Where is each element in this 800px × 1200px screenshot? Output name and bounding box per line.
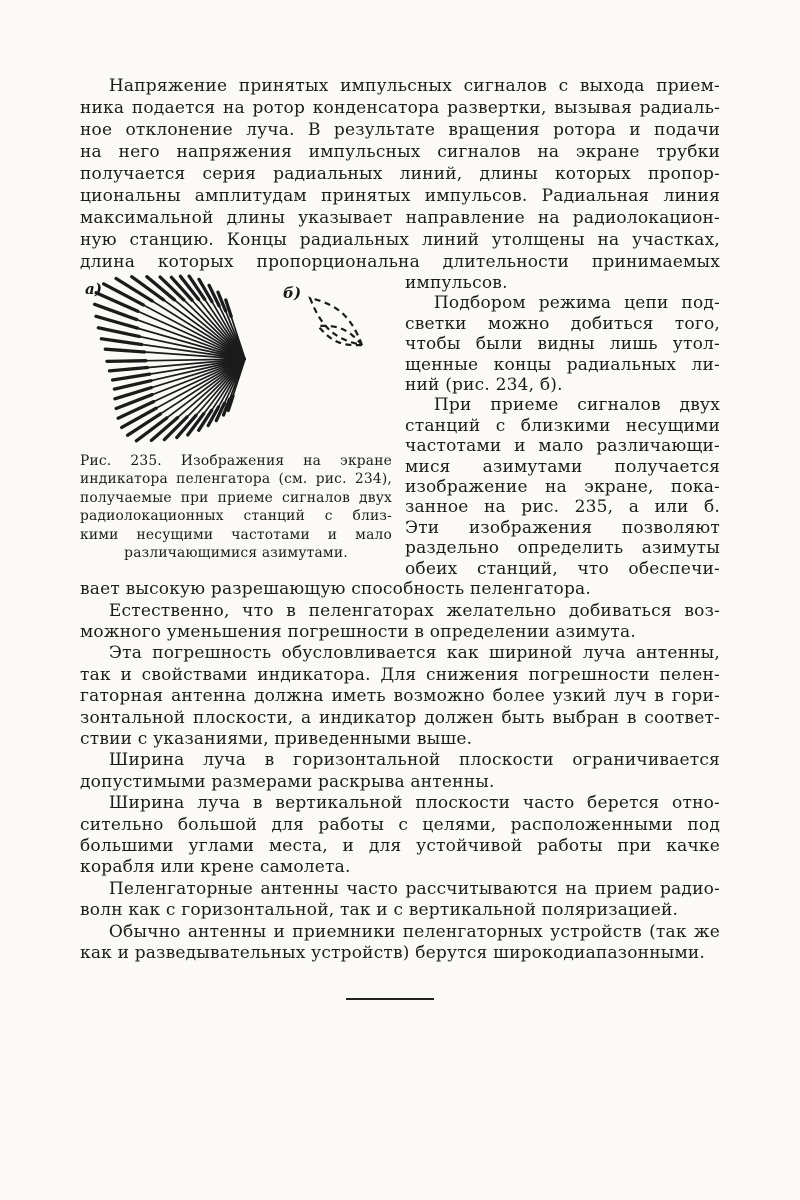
text-line: зонтальной плоскости, а индикатор должен быть выбран в соответ- — [80, 707, 720, 728]
text-line: получается серия радиальных линий, длины которых пропор- — [80, 164, 720, 184]
intro-overflow-line — [405, 273, 720, 293]
text-line: Рис. 235. Изображения на экране — [80, 453, 392, 469]
figure-illustration — [80, 273, 402, 445]
text-line: щенные концы радиальных ли- — [405, 354, 720, 375]
text-line: вает высокую разрешающую способность пеленгатора. — [80, 579, 591, 600]
paragraph-shirina-vertikal — [80, 793, 720, 879]
text-line: ствии с указаниями, приведенными выше. — [80, 728, 473, 749]
text-line: гаторная антенна должна иметь возможно более узкий луч в гори- — [80, 686, 720, 707]
text-line: волн как с горизонтальной, так и с вертикальной поляризацией. — [80, 900, 679, 921]
text-line: корабля или крене самолета. — [80, 857, 351, 878]
text-line: ний (рис. 234, б). — [405, 375, 563, 396]
text-line: изображение на экране, пока- — [405, 477, 720, 498]
text-line: частотами и мало различающи- — [405, 436, 720, 457]
text-line: обеих станций, что обеспечи- — [405, 558, 720, 579]
section-divider — [346, 998, 434, 1000]
text-line: мися азимутами получается — [405, 456, 720, 477]
text-line: радиолокационных станций с близ- — [80, 508, 392, 525]
figure-caption — [80, 452, 392, 562]
text-line: ника подается на ротор конденсатора развертки, вызывая радиаль- — [80, 98, 720, 118]
page-content — [80, 75, 720, 1000]
text-line: большими углами места, и для устойчивой работы при качке — [80, 835, 720, 856]
text-line: Обычно антенны и приемники пеленгаторных устройств (так же — [108, 921, 720, 942]
intro-paragraph — [80, 75, 720, 273]
text-line: так и свойствами индикатора. Для снижения погрешности пелен- — [80, 664, 720, 685]
paragraph-pogreshnost — [80, 643, 720, 750]
text-line: Напряжение принятых импульсных сигналов с выхода прием- — [108, 76, 720, 96]
text-line: занное на рис. 235, а или б. — [405, 497, 720, 518]
text-line: различающимися азимутами. — [124, 545, 348, 562]
text-line: индикатора пеленгатора (см. рис. 234), — [80, 471, 392, 488]
text-line: При приеме сигналов двух — [433, 395, 720, 416]
paragraph-shirokodiapazon — [80, 922, 720, 965]
text-line: можного уменьшения погрешности в определении азимута. — [80, 621, 636, 642]
text-line: допустимыми размерами раскрыва антенны. — [80, 771, 495, 792]
paragraph-continuation — [80, 579, 720, 600]
text-line: Естественно, что в пеленгаторах желательно добиваться воз- — [108, 600, 720, 621]
text-line: сительно большой для работы с целями, расположенными под — [80, 814, 720, 835]
text-line: Пеленгаторные антенны часто рассчитываются на прием радио- — [108, 878, 720, 899]
text-line: как и разведывательных устройств) берутся широкодиапазонными. — [80, 943, 706, 963]
text-line: максимальной длины указывает направление на радиолокацион- — [80, 208, 720, 228]
text-line: Эти изображения позволяют — [405, 517, 720, 538]
text-line: кими несущими частотами и мало — [80, 526, 392, 543]
paragraph-pri-prieme — [405, 395, 720, 579]
figure-235-block — [80, 273, 405, 562]
figure-part-a-label: а) — [85, 280, 103, 298]
text-line: Ширина луча в горизонтальной плоскости ограничивается — [108, 750, 720, 771]
figure-and-text-columns — [80, 273, 720, 579]
paragraph-shirina-gorizont — [80, 750, 720, 793]
paragraph-podborom — [405, 293, 720, 395]
text-line: раздельно определить азимуты — [405, 538, 720, 559]
paragraph-polyarizatsiya — [80, 879, 720, 922]
figure-drawing — [80, 273, 402, 445]
text-line: Ширина луча в вертикальной плоскости часто берется отно- — [108, 793, 720, 814]
right-text-column — [405, 273, 720, 579]
text-line: ную станцию. Концы радиальных линий утолщены на участках, — [80, 230, 720, 250]
figure-part-b-label: б) — [283, 284, 302, 302]
text-line: ное отклонение луча. В результате вращения ротора и подачи — [80, 120, 720, 140]
text-line: длина которых пропорциональна длительности принимаемых — [80, 252, 720, 272]
text-line: циональны амплитудам принятых импульсов. Радиальная линия — [80, 186, 720, 206]
text-line: Эта погрешность обусловливается как шириной луча антенны, — [108, 643, 720, 664]
text-line: получаемые при приеме сигналов двух — [80, 489, 392, 506]
text-line: светки можно добиться того, — [405, 313, 720, 334]
paragraph-estestvenno — [80, 601, 720, 644]
text-line: чтобы были видны лишь утол- — [405, 334, 720, 355]
text-line: станций с близкими несущими — [405, 415, 720, 436]
text-line: импульсов. — [405, 273, 508, 293]
text-line: на него напряжения импульсных сигналов на экране трубки — [80, 142, 720, 162]
text-line: Подбором режима цепи под- — [433, 293, 720, 314]
